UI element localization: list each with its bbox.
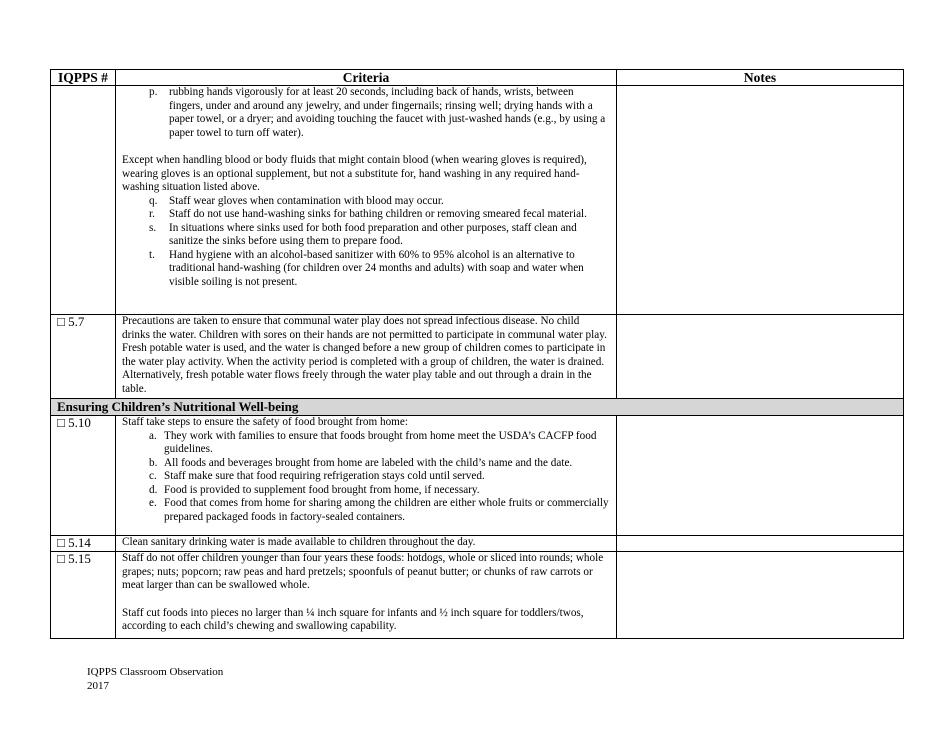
criterion-text: Precautions are taken to ensure that communal water play does not spread infectious disease. No child drinks the water. Children with sores on their hands are not permitted to participate in communal water play. Fresh potable water is used, and the water is changed before a new group of children comes to participate in the water play activity. When the activity period is completed with a group of children, the water is drained. Alternatively, fresh potable water flows freely through the water play table and out through a drain in the table. [122, 315, 607, 395]
list-item: e. Food that comes from home for sharing among the children are either whole fruits or commercially prepared packaged foods in factory-sealed containers. [149, 497, 609, 523]
criterion-id-5-14[interactable]: □ 5.14 [51, 536, 116, 552]
section-heading: Ensuring Children’s Nutritional Well-being [51, 399, 904, 416]
header-iqpps-number: IQPPS # [51, 70, 116, 86]
table-row-5-14 [51, 536, 904, 552]
criterion-text: Clean sanitary drinking water is made available to children throughout the day. [122, 536, 476, 548]
table-row-5-7 [51, 315, 904, 399]
notes-cell[interactable] [617, 552, 904, 639]
criteria-table [50, 69, 904, 639]
gloves-paragraph: Except when handling blood or body fluids that might contain blood (when wearing gloves is required), wearing gloves is an optional supplement, but not a substitute for, hand washing in any required hand-washing situation listed above. [122, 154, 587, 193]
list-item: s. In situations where sinks used for both food preparation and other purposes, staff clean and sanitize the sinks before using them to prepare food. [149, 221, 577, 247]
list-item: t. Hand hygiene with an alcohol-based sanitizer with 60% to 95% alcohol is an alternative to traditional hand-washing (for children over 24 months and adults) with soap and water when visible soiling is not present. [149, 248, 584, 288]
list-item: d. Food is provided to supplement food brought from home, if necessary. [149, 483, 480, 496]
notes-cell[interactable] [617, 416, 904, 536]
table-row-continuation [51, 86, 904, 315]
section-heading-row [51, 399, 904, 416]
criterion-text-2: Staff cut foods into pieces no larger than ¼ inch square for infants and ½ inch square for toddlers/twos, according to each child’s chewing and swallowing capability. [122, 606, 584, 632]
footer-year: 2017 [87, 680, 109, 692]
notes-cell[interactable] [617, 315, 904, 399]
id-cell [51, 86, 116, 315]
criterion-text: Staff do not offer children younger than four years these foods: hotdogs, whole or sliced into rounds; whole grapes; nuts; popcorn; raw peas and hard pretzels; spoonfuls of peanut butter; or chunks of raw carrots or meat larger than can be swallowed whole. [122, 552, 604, 591]
page-footer [87, 665, 223, 693]
criteria-cell [116, 552, 617, 639]
table-row-5-15 [51, 552, 904, 639]
list-item: a. They work with families to ensure that foods brought from home meet the USDA’s CACFP food guidelines. [149, 429, 597, 455]
list-item: c. Staff make sure that food requiring refrigeration stays cold until served. [149, 470, 485, 482]
criterion-intro: Staff take steps to ensure the safety of food brought from home: [122, 416, 408, 428]
criterion-id-5-15[interactable]: □ 5.15 [51, 552, 116, 639]
list-item: p. rubbing hands vigorously for at least 20 seconds, including back of hands, wrists, between fingers, under and around any jewelry, and under fingernails; rinsing well; drying hands with a paper towel, or a dryer; and avoiding touching the faucet with just-washed hands (e.g., by using a paper towel to turn off water). [149, 86, 606, 139]
header-notes: Notes [617, 70, 904, 86]
notes-cell[interactable] [617, 86, 904, 315]
criterion-id-5-7[interactable]: □ 5.7 [51, 315, 116, 399]
footer-title: IQPPS Classroom Observation [87, 666, 224, 678]
notes-cell[interactable] [617, 536, 904, 552]
criteria-cell [116, 416, 617, 536]
criteria-cell [116, 86, 617, 315]
list-item: r. Staff do not use hand-washing sinks for bathing children or removing smeared fecal material. [149, 208, 587, 220]
header-criteria: Criteria [116, 70, 617, 86]
list-item: q. Staff wear gloves when contamination with blood may occur. [149, 194, 444, 207]
criteria-cell [116, 315, 617, 399]
criteria-cell [116, 536, 617, 552]
table-header-row [51, 70, 904, 86]
list-item: b. All foods and beverages brought from home are labeled with the child’s name and the date. [149, 456, 573, 469]
table-row-5-10 [51, 416, 904, 536]
criterion-id-5-10[interactable]: □ 5.10 [51, 416, 116, 536]
